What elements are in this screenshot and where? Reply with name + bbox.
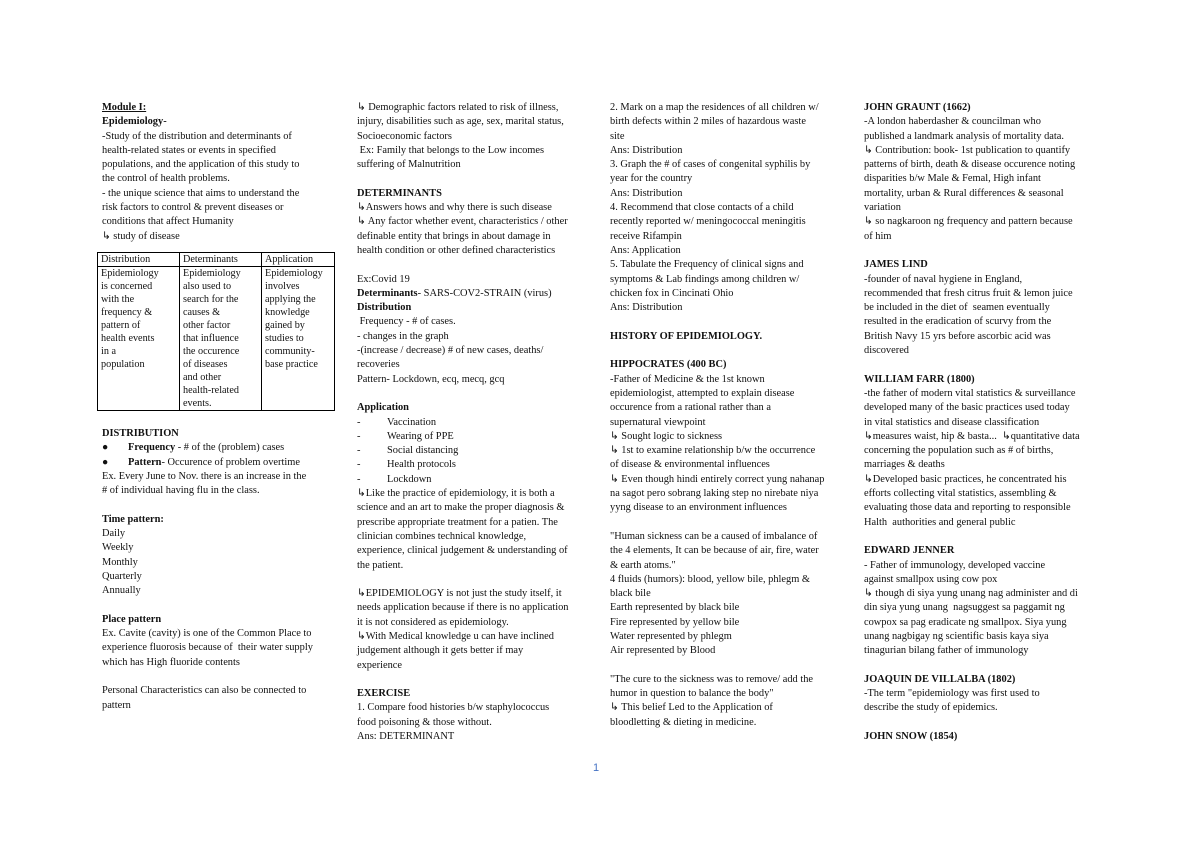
text-line: evaluating those data and reporting to responsible <box>864 502 1071 514</box>
table-cell-line: other factor <box>183 319 231 331</box>
hippocrates-title: HIPPOCRATES (400 BC) <box>610 359 727 371</box>
table-cell-line: and other <box>183 371 222 383</box>
text-line: experience fluorosis because of their water supply <box>102 642 313 654</box>
table-cell-line: search for the <box>183 293 239 305</box>
text-line: receive Rifampin <box>610 230 682 242</box>
text-line: ↳ Demographic factors related to risk of illness, <box>357 102 559 113</box>
text-line: discovered <box>864 345 910 357</box>
text-line <box>357 458 593 472</box>
text-line: health-related states or events in specified <box>102 144 276 156</box>
table-cell-line: in a <box>101 345 116 357</box>
text-line: Ans: DETERMINANT <box>357 731 455 743</box>
list-item: Lockdown <box>387 473 432 485</box>
time-pattern-list <box>102 527 328 598</box>
table-cell-line: Epidemiology <box>265 267 323 279</box>
lind-title: JAMES LIND <box>864 259 928 271</box>
text-line: describe the study of epidemics. <box>864 702 998 714</box>
text-line: din siya yung unang nagsuggest sa paggamit ng <box>864 602 1065 614</box>
frequency-label: Frequency <box>128 442 176 454</box>
text-line <box>357 430 593 444</box>
table-cell-line: also used to <box>183 280 232 292</box>
text-line: tinagurian bilang father of immunology <box>864 645 1029 657</box>
list-dash: - <box>357 430 361 442</box>
application-list <box>357 416 593 487</box>
text-line: 4. Recommend that close contacts of a child <box>610 202 794 214</box>
text-line: # of individual having flu in the class. <box>102 485 260 497</box>
text-line: yyng disease to an environment influences <box>610 502 787 514</box>
table-cell <box>98 266 180 410</box>
farr-text <box>864 387 1104 530</box>
time-pattern-title: Time pattern: <box>102 513 164 525</box>
text-line: ↳ This belief Led to the Application of <box>610 702 773 714</box>
determinants-value: - SARS-COV2-STRAIN (virus) <box>417 287 552 299</box>
text-line: patterns of birth, death & disease occurence noting <box>864 159 1076 171</box>
text-line: ↳Developed basic practices, he concentrated his <box>864 473 1067 485</box>
text-line: -Father of Medicine & the 1st known <box>610 373 765 385</box>
text-line: - the unique science that aims to understand the <box>102 187 300 199</box>
text-line: ↳ so nagkaroon ng frequency and pattern because <box>864 216 1073 228</box>
text-line: against smallpox using cow pox <box>864 573 998 585</box>
place-pattern-title: Place pattern <box>102 613 162 625</box>
history-title: HISTORY OF EPIDEMIOLOGY. <box>610 330 763 342</box>
text-line: ↳Like the practice of epidemiology, it is both a <box>357 488 555 500</box>
text-line: Fire represented by yellow bile <box>610 616 740 628</box>
text-line: year for the country <box>610 173 693 185</box>
text-line: disparities b/w Male & Femal, High infant <box>864 173 1041 185</box>
pattern-label: Pattern <box>128 456 162 468</box>
text-line: "The cure to the sickness was to remove/ add the <box>610 673 814 685</box>
table-cell-line: events. <box>183 397 212 409</box>
text-line <box>357 473 593 487</box>
text-line: conditions that affect Humanity <box>102 216 234 228</box>
list-item: Vaccination <box>387 416 437 428</box>
list-dash: - <box>357 445 361 457</box>
table-cell <box>180 266 262 410</box>
text-line: Ex. Every June to Nov. there is an increase in the <box>102 470 307 482</box>
text-line: ↳ 1st to examine relationship b/w the occurrence <box>610 445 816 457</box>
text-line: experience <box>357 659 402 671</box>
text-line: Ans: Distribution <box>610 144 683 156</box>
text-line: Socioeconomic factors <box>357 130 452 142</box>
table-cell-line: applying the <box>265 293 316 305</box>
text-line: birth defects within 2 miles of hazardous waste <box>610 116 806 128</box>
text-line: ↳ Contribution: book- 1st publication to quantify <box>864 144 1071 156</box>
text-line: which has High fluoride contents <box>102 656 240 668</box>
list-dash: - <box>357 473 361 485</box>
table-cell-line: base practice <box>265 358 318 370</box>
text-line: Frequency - # of cases. <box>357 316 456 328</box>
text-line <box>357 416 593 430</box>
table-cell-line: that influence <box>183 332 239 344</box>
table-cell-line: is concerned <box>101 280 153 292</box>
epidemiology-definition <box>102 130 328 244</box>
text-line: Personal Characteristics can also be connected to <box>102 685 307 697</box>
determinants-text <box>357 201 593 258</box>
distribution-example <box>102 470 328 499</box>
distribution-label: Distribution <box>357 302 412 314</box>
table-cell-line: with the <box>101 293 135 305</box>
covid-example: Ex:Covid 19 <box>357 273 410 285</box>
determinants-label: Determinants <box>357 287 418 299</box>
table-cell-line: of diseases <box>183 358 228 370</box>
demographic-text <box>357 101 593 172</box>
text-line: na sagot pero sobrang laking step no nirebate niya <box>610 488 819 500</box>
text-line: 4 fluids (humors): blood, yellow bile, phlegm & <box>610 573 810 585</box>
text-line: 2. Mark on a map the residences of all children w/ <box>610 102 819 113</box>
epidemiology-note <box>357 587 593 673</box>
text-line: Air represented by Blood <box>610 645 716 657</box>
bullet-frequency: ● Frequency - # of the (problem) cases <box>102 442 285 454</box>
text-line: Water represented by phlegm <box>610 630 732 642</box>
text-line: ↳ Any factor whether event, characteristics / other <box>357 216 568 228</box>
text-line: Ans: Distribution <box>610 187 683 199</box>
text-line: variation <box>864 202 901 214</box>
table-cell-line: causes & <box>183 306 221 318</box>
table-cell-line: Epidemiology <box>101 267 159 279</box>
text-line: Ex: Family that belongs to the Low incomes <box>357 144 545 156</box>
table-cell-line: gained by <box>265 319 305 331</box>
text-line: bloodletting & dieting in medicine. <box>610 716 757 728</box>
table-header: Determinants <box>180 252 262 266</box>
text-line: the patient. <box>357 559 404 571</box>
text-line: epidemiologist, attempted to explain disease <box>610 387 795 399</box>
text-line: pattern <box>102 699 131 711</box>
text-line: published a landmark analysis of mortality data. <box>864 130 1064 142</box>
bullet-pattern: ● Pattern- Occurence of problem overtime <box>102 456 300 468</box>
text-line: populations, and the application of this study to <box>102 159 300 171</box>
text-line: British Navy 15 yrs before ascorbic acid was <box>864 330 1051 342</box>
page-number: 1 <box>593 762 600 774</box>
text-line: 3. Graph the # of cases of congenital syphilis by <box>610 159 811 171</box>
text-line: - Father of immunology, developed vaccine <box>864 559 1046 571</box>
personal-characteristics-text <box>102 684 328 713</box>
text-line: Monthly <box>102 556 138 568</box>
text-line: ↳ study of disease <box>102 230 180 242</box>
pattern-text: - Occurence of problem overtime <box>161 456 300 468</box>
table-cell <box>262 266 335 410</box>
column-4 <box>864 101 1104 744</box>
text-line: injury, disabilities such as age, sex, marital status, <box>357 116 564 128</box>
text-line: recommended that fresh citrus fruit & lemon juice <box>864 287 1073 299</box>
text-line: 1. Compare food histories b/w staphylococcus <box>357 702 550 714</box>
distribution-text <box>357 315 593 386</box>
place-pattern-text <box>102 627 328 670</box>
text-line: ↳Answers hows and why there is such disease <box>357 202 552 214</box>
text-line: supernatural viewpoint <box>610 416 706 428</box>
text-line: the 4 elements, It can be because of air, fire, water <box>610 545 819 557</box>
text-line: of him <box>864 230 892 242</box>
table-cell-line: knowledge <box>265 306 310 318</box>
text-line: ↳EPIDEMIOLOGY is not just the study itself, it <box>357 588 562 600</box>
text-line: judgement although it gets better if may <box>357 645 524 657</box>
hippocrates-text <box>610 373 842 516</box>
table-cell-line: frequency & <box>101 306 153 318</box>
text-line: Halth authorities and general public <box>864 516 1016 528</box>
text-line: -(increase / decrease) # of new cases, deaths/ <box>357 345 544 357</box>
text-line: the control of health problems. <box>102 173 230 185</box>
table-cell-line: pattern of <box>101 319 141 331</box>
text-line: -Study of the distribution and determinants of <box>102 130 292 142</box>
table-header: Distribution <box>98 252 180 266</box>
text-line <box>357 444 593 458</box>
text-line: cowpox sa pag eradicate ng smallpox. Siya yung <box>864 616 1067 628</box>
text-line: -the father of modern vital statistics & surveillance <box>864 387 1076 399</box>
text-line: site <box>610 130 625 142</box>
text-line: ↳measures waist, hip & basta... ↳quantitative data <box>864 430 1080 442</box>
distribution-title: DISTRIBUTION <box>102 427 179 439</box>
text-line: "Human sickness can be a caused of imbalance of <box>610 530 818 542</box>
text-line: efforts collecting vital statistics, assembling & <box>864 488 1057 500</box>
determinants-line <box>357 287 593 301</box>
humors-quote <box>610 530 842 659</box>
snow-title: JOHN SNOW (1854) <box>864 731 958 743</box>
text-line: science and an art to make the proper diagnosis & <box>357 502 565 514</box>
text-line: Daily <box>102 528 126 540</box>
table-cell-line: health events <box>101 332 155 344</box>
farr-title: WILLIAM FARR (1800) <box>864 373 975 385</box>
text-line: ↳ Sought logic to sickness <box>610 430 723 442</box>
table-cell-line: community- <box>265 345 315 357</box>
text-line: of disease & environmental influences <box>610 459 770 471</box>
text-line: -The term "epidemiology was first used to <box>864 688 1040 700</box>
text-line: prescribe appropriate treatment for a patien. The <box>357 516 558 528</box>
text-line: concerning the population such as # of births, <box>864 445 1054 457</box>
lind-text <box>864 273 1104 359</box>
application-title: Application <box>357 402 409 414</box>
text-line: Annually <box>102 585 141 597</box>
text-line: recently reported w/ meningococcal meningitis <box>610 216 806 228</box>
table-cell-line: health-related <box>183 384 239 396</box>
frequency-text: - # of the (problem) cases <box>175 442 285 454</box>
table-header: Application <box>262 252 335 266</box>
text-line: health condition or other defined characteristics <box>357 244 556 256</box>
text-line: marriages & deaths <box>864 459 945 471</box>
exercise-title: EXERCISE <box>357 688 411 700</box>
text-line: Pattern- Lockdown, ecq, mecq, gcq <box>357 373 505 385</box>
jenner-text <box>864 559 1104 659</box>
exercise-continued <box>610 101 842 315</box>
text-line: 5. Tabulate the Frequency of clinical signs and <box>610 259 804 271</box>
list-item: Wearing of PPE <box>387 430 454 442</box>
text-line: ↳ though di siya yung unang nag administer and di <box>864 588 1078 600</box>
text-line: black bile <box>610 588 651 600</box>
text-line: Ex. Cavite (cavity) is one of the Common Place to <box>102 628 312 640</box>
text-line: in vital statistics and disease classification <box>864 416 1040 428</box>
text-line: humor in question to balance the body" <box>610 688 774 700</box>
text-line: -founder of naval hygiene in England, <box>864 273 1023 285</box>
text-line: mortality, urban & Rural differences & seasonal <box>864 187 1064 199</box>
text-line: risk factors to control & prevent diseases or <box>102 202 284 214</box>
text-line: it is not considered as epidemiology. <box>357 616 509 628</box>
text-line: Ans: Application <box>610 244 681 256</box>
text-line: -A london haberdasher & councilman who <box>864 116 1041 128</box>
text-line: chicken fox in Cincinati Ohio <box>610 287 734 299</box>
text-line: recoveries <box>357 359 400 371</box>
table-cell-line: Epidemiology <box>183 267 241 279</box>
table-cell-line: involves <box>265 280 300 292</box>
graunt-title: JOHN GRAUNT (1662) <box>864 102 971 113</box>
column-2 <box>357 101 593 744</box>
text-line: symptoms & Lab findings among children w/ <box>610 273 800 285</box>
text-line: be included in the diet of seamen eventually <box>864 302 1050 314</box>
text-line: developed many of the basic practices used today <box>864 402 1070 414</box>
table-cell-line: population <box>101 358 145 370</box>
text-line: needs application because if there is no application <box>357 602 569 614</box>
text-line: Weekly <box>102 542 134 554</box>
text-line: ↳With Medical knowledge u can have inclined <box>357 630 554 642</box>
text-line: clinician combines technical knowledge, <box>357 530 527 542</box>
table-cell-line: studies to <box>265 332 304 344</box>
text-line: resulted in the eradication of scurvy from the <box>864 316 1052 328</box>
text-line: experience, clinical judgement & understanding of <box>357 545 568 557</box>
module-heading: Module I: <box>102 102 147 113</box>
text-line: definable entity that brings in about damage in <box>357 230 551 242</box>
text-line: Ans: Distribution <box>610 302 683 314</box>
jenner-title: EDWARD JENNER <box>864 545 955 557</box>
text-line: unang nagbigay ng scientific basis kaya siya <box>864 630 1049 642</box>
text-line: & earth atoms." <box>610 559 676 571</box>
column-3 <box>610 101 842 730</box>
list-dash: - <box>357 416 361 428</box>
text-line: suffering of Malnutrition <box>357 159 461 171</box>
column-1 <box>102 101 328 713</box>
table-cell-line: the occurence <box>183 345 240 357</box>
text-line: Earth represented by black bile <box>610 602 740 614</box>
exercise-text <box>357 701 593 744</box>
text-line: occurence from a rational rather than a <box>610 402 771 414</box>
text-line: ↳ Even though hindi entirely correct yung nahanap <box>610 473 825 485</box>
text-line: - changes in the graph <box>357 330 449 342</box>
concepts-table <box>97 252 335 411</box>
villalba-text <box>864 687 1104 716</box>
epidemiology-title: Epidemiology- <box>102 116 167 128</box>
villalba-title: JOAQUIN DE VILLALBA (1802) <box>864 673 1016 685</box>
text-line: Quarterly <box>102 570 142 582</box>
graunt-text <box>864 115 1104 244</box>
list-dash: - <box>357 459 361 471</box>
application-text <box>357 487 593 573</box>
list-item: Health protocols <box>387 459 456 471</box>
text-line: food poisoning & those without. <box>357 716 492 728</box>
cure-quote <box>610 673 842 730</box>
determinants-title: DETERMINANTS <box>357 187 442 199</box>
list-item: Social distancing <box>387 445 459 457</box>
